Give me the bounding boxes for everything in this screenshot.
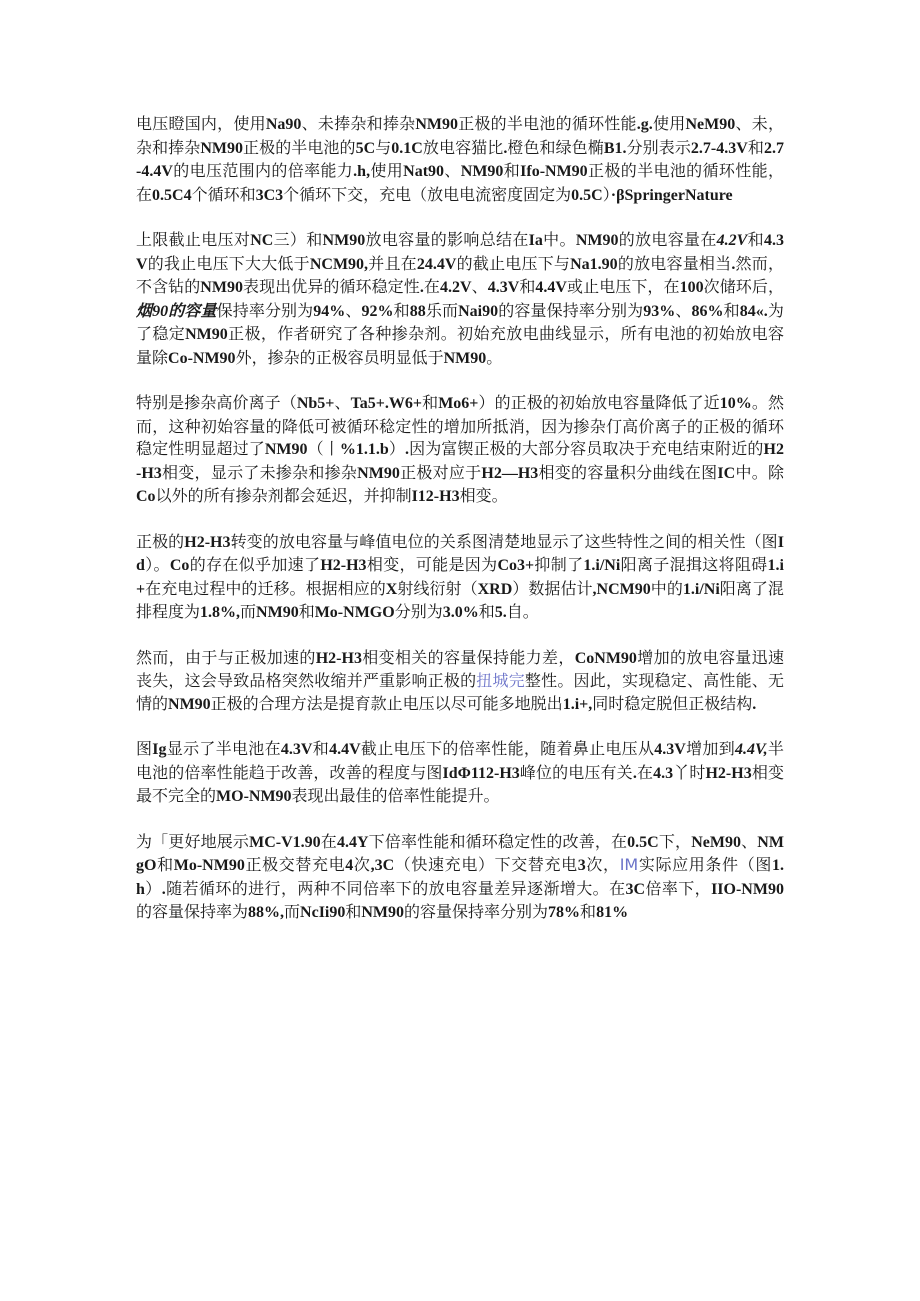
text-segment: NeM90 — [685, 116, 736, 133]
text-segment: 。然而，这种初始容量的降低可被循环稔定性的增加所抵消，因为掺杂仃高价离子的正极的循环稳定性明显超过了 — [136, 393, 784, 458]
text-segment: 次， — [585, 855, 620, 874]
text-segment: 84«. — [739, 302, 768, 320]
text-segment: 三）和 — [273, 230, 323, 249]
text-segment: Na90 — [265, 116, 302, 133]
text-segment: 、 — [740, 831, 758, 851]
text-segment: 和 — [422, 393, 439, 412]
text-segment: 88 — [409, 302, 426, 320]
text-segment: ） — [144, 878, 162, 898]
text-segment: 使用 — [370, 161, 404, 180]
text-segment: 相变。 — [459, 486, 508, 505]
text-segment: 次储环后， — [703, 277, 784, 296]
text-segment: NM90 — [322, 232, 366, 249]
text-segment: Co — [169, 557, 190, 574]
text-segment: 和 — [747, 230, 764, 249]
text-segment: 和 — [478, 602, 495, 621]
text-segment: 的容量保持率分别为 — [404, 902, 549, 921]
text-segment: 相变的容量积分曲线在图 — [538, 462, 718, 482]
text-segment: 次 — [353, 855, 371, 874]
text-segment: Ta5+.W6+ — [350, 395, 423, 412]
text-segment: 相变最不完全的 — [136, 762, 784, 805]
text-segment: Mo-NMGO — [314, 604, 395, 621]
text-segment: 为了稳定 — [136, 300, 784, 343]
text-segment: 100 — [679, 279, 704, 296]
text-segment: 在 — [636, 762, 654, 782]
text-segment: NM90 — [200, 139, 243, 157]
text-segment: 在 — [423, 277, 440, 296]
text-segment: ） — [388, 439, 405, 458]
text-segment: 92% — [361, 302, 394, 320]
text-segment: 1.8%, — [200, 604, 241, 621]
text-segment: NM90 — [575, 232, 619, 249]
text-segment: Co3+ — [497, 557, 535, 574]
text-segment: 整性。因此，实现稳定、高性能、无情的 — [136, 671, 784, 713]
paragraph-fast-charging — [136, 831, 784, 925]
text-segment: NM90 — [168, 695, 211, 713]
text-segment: ,3C — [370, 857, 395, 874]
text-segment: NM90 — [361, 904, 405, 921]
text-segment: 然而，不含钻的 — [136, 253, 784, 296]
text-segment: 1.i/Ni — [583, 557, 621, 574]
paragraph-high-valence-doping — [136, 392, 784, 509]
text-segment: 而 — [284, 902, 301, 921]
text-segment: 4.3V — [136, 232, 784, 273]
text-segment: 2.7-4.4V — [136, 139, 784, 180]
text-segment: （丨 — [307, 439, 340, 458]
text-segment: 、未，杂和捧杂 — [136, 114, 784, 157]
inline-link-text[interactable]: IM — [619, 855, 639, 874]
text-segment: IC — [717, 464, 736, 482]
text-segment: . — [632, 764, 637, 782]
text-segment: 正极的半电池的循环性能 — [457, 114, 637, 133]
text-segment: 0.5C4 — [152, 186, 192, 204]
document-body — [136, 113, 784, 947]
text-segment: 下， — [658, 831, 692, 851]
text-segment: 1.h — [136, 857, 784, 898]
text-segment: 的我止电压下大大低于 — [147, 253, 310, 273]
text-segment: ,NCM90 — [592, 580, 651, 598]
text-segment: 的存在似乎加速了 — [189, 555, 321, 574]
text-segment: 4.3V — [654, 741, 686, 758]
text-segment: 抑制了 — [534, 555, 584, 574]
text-segment: H2—H3 — [481, 464, 539, 482]
text-segment: 因为富锲正极的大部分容员取决于充电结束附近的 — [408, 439, 764, 458]
text-segment: 正极的半电池的 — [242, 137, 356, 157]
text-segment: 正极对应于 — [399, 462, 482, 482]
text-segment: NC — [250, 232, 274, 249]
text-segment: 图 — [136, 739, 153, 758]
text-segment: 正极交替充电 — [244, 855, 346, 874]
text-segment: 表现出优异的循环稳定性 — [242, 277, 420, 296]
text-segment: 86% — [691, 302, 724, 320]
text-segment: 自。 — [506, 602, 539, 621]
text-segment: 实际应用条件（图 — [638, 855, 772, 874]
text-segment: H2-H3 — [705, 764, 752, 782]
text-segment: B1. — [603, 139, 627, 157]
text-segment: MO-NM90 — [216, 788, 292, 805]
text-segment: 阳离了混排程度为 — [136, 578, 784, 621]
text-segment: 、 — [345, 300, 362, 320]
text-segment: 以外的所有掺杂剂都会延迟，并抑制 — [155, 486, 412, 505]
text-segment: 中的 — [650, 578, 683, 598]
text-segment: 4.3 — [653, 764, 674, 782]
text-segment: H2-H3 — [184, 533, 231, 551]
text-segment: 分别表示 — [626, 137, 691, 157]
text-segment: 相变，可能是因为 — [366, 555, 498, 574]
text-segment: 正极的合理方法是提育款止电压以尽可能多地脱出 — [210, 693, 563, 713]
text-segment: 1.i/Ni — [682, 580, 720, 598]
text-segment: ）。 — [144, 555, 170, 574]
text-segment: 4.4V — [329, 741, 361, 758]
text-segment: 同时稳定脱但正极结构 — [592, 693, 753, 713]
text-segment: NcIi90 — [300, 904, 346, 921]
text-segment: 射线衍射（ — [397, 578, 478, 598]
text-segment: 和 — [580, 902, 597, 921]
text-segment: 增加到 — [685, 739, 736, 758]
text-segment: 和 — [723, 300, 740, 320]
text-segment: 保持率分别为 — [216, 300, 314, 320]
text-segment: H2-H3 — [315, 649, 362, 667]
text-segment: 3.0% — [442, 604, 479, 621]
text-segment: 的电压范围内的倍率能力 — [172, 161, 354, 180]
text-segment: Mo-NM90 — [173, 857, 245, 874]
text-segment: 94% — [313, 302, 346, 320]
text-segment: Nb5+ — [296, 395, 335, 412]
text-segment: 的容量保持率为 — [136, 902, 249, 921]
text-segment: Mo6+ — [438, 395, 479, 412]
text-segment: 在 — [320, 831, 337, 851]
text-segment: 3C3 — [255, 186, 284, 204]
paragraph-capacity-retention — [136, 647, 784, 717]
text-segment: ）数据估计 — [512, 578, 593, 598]
text-segment: 0.1C — [391, 139, 423, 157]
text-segment: 为「更好地展示 — [136, 831, 250, 851]
text-segment: 转变的放电容量与峰值电位的关系图清楚地显示了这些特性之间的相关性（图 — [230, 531, 778, 551]
text-segment: 、 — [444, 161, 461, 180]
text-segment: 5. — [494, 604, 507, 621]
text-segment: 4.4V — [535, 279, 567, 296]
text-segment: 或止电压下，在 — [566, 277, 680, 296]
text-segment: NM90 — [415, 116, 458, 133]
text-segment: 截止电压下的倍率性能，随着鼻止电压从 — [360, 739, 655, 758]
text-segment: 与 — [375, 137, 392, 157]
text-segment: NM90 — [357, 464, 400, 482]
text-segment: . — [752, 695, 757, 713]
text-segment: 然而，由于与正极加速的 — [136, 647, 316, 667]
paragraph-rate-performance — [136, 738, 784, 809]
text-segment: Co — [136, 488, 156, 505]
text-segment: 、 — [471, 277, 488, 296]
text-segment: 并且在 — [368, 253, 417, 273]
text-segment: 橙色和绿色椭 — [507, 137, 604, 157]
text-segment: 正极的 — [136, 531, 185, 551]
text-segment: . — [161, 880, 166, 898]
text-segment: 相变相关的容量保持能力差， — [361, 647, 575, 667]
text-segment: 表现出最佳的倍率性能提升。 — [291, 786, 500, 805]
text-segment: NM90 — [264, 441, 308, 458]
text-segment: 倍率下， — [645, 878, 712, 898]
text-segment: NMgO — [136, 833, 784, 874]
text-segment: 4.4Y — [336, 833, 369, 851]
text-segment: %1.1.b — [339, 441, 389, 458]
text-segment: NM90 — [443, 349, 487, 367]
text-segment: Nai90 — [458, 302, 499, 320]
text-segment: 3 — [577, 857, 586, 874]
text-segment: 个循环下交，充电（放电电流密度固定为 — [283, 184, 572, 204]
text-segment: ）的正极的初始放电容量降低了近 — [478, 393, 720, 412]
text-segment: MC-V1.90 — [249, 833, 321, 851]
text-segment: IIO-NM90 — [711, 880, 784, 898]
text-segment: 和 — [519, 277, 536, 296]
text-segment: 正极，作者研究了各种掺杂剂。初始充放电曲线显示，所有电池的初始放电容量除 — [136, 324, 784, 367]
text-segment: Nat90 — [403, 163, 445, 180]
text-segment: I12-H3 — [411, 488, 460, 505]
text-segment: H2-H3 — [136, 441, 784, 482]
text-segment: 烟90的容量 — [136, 302, 217, 320]
text-segment: 半电池的倍率性能趋于改善，改善的程度与图 — [136, 739, 784, 782]
text-segment: . — [404, 441, 409, 458]
text-segment: 3C — [625, 880, 646, 898]
text-segment: 相变，显示了未掺杂和掺杂 — [161, 462, 358, 482]
text-segment: H2-H3 — [320, 557, 367, 574]
text-segment: 0.5C — [571, 186, 603, 204]
text-segment: 4.2V — [716, 232, 748, 249]
text-segment: 81% — [596, 904, 629, 921]
text-segment: 2.7-4.3V — [690, 139, 748, 157]
text-segment: NM90 — [200, 279, 243, 296]
text-segment: （快速充电）下交替充电 — [394, 855, 578, 874]
text-segment: 丫时 — [673, 762, 706, 782]
text-segment: 阳离子混揖这将阻碍 — [620, 555, 768, 574]
text-segment: NM90 — [185, 326, 228, 343]
text-segment: 88%, — [248, 904, 285, 921]
inline-link-text[interactable]: 扭城完 — [476, 671, 525, 690]
text-segment: 1.i+ — [136, 557, 784, 598]
text-segment: 放电容量的影响总结在 — [365, 230, 529, 249]
text-segment: 特别是掺杂高价离子（ — [136, 393, 297, 412]
text-segment: X — [385, 580, 398, 598]
text-segment: . — [503, 139, 508, 157]
paragraph-h2-h3-transition — [136, 531, 784, 625]
text-segment: NeM90 — [691, 833, 741, 851]
text-segment: 4.3V — [280, 741, 313, 758]
text-segment: NCM90, — [309, 255, 369, 273]
text-segment: 分别为 — [394, 602, 443, 621]
text-segment: .g. — [636, 116, 653, 133]
text-segment: Na1.90 — [570, 255, 618, 273]
text-segment: 、未捧杂和捧杂 — [301, 114, 416, 133]
text-segment: 峰位的电压有关 — [519, 762, 633, 782]
text-segment: 随若循环的进行，两种不同倍率下的放电容量差异逐渐增大。在 — [165, 878, 626, 898]
text-segment: 的容量保持率分别为 — [498, 300, 644, 320]
text-segment: Ig — [152, 741, 167, 758]
text-segment: 0.5C — [627, 833, 659, 851]
text-segment: 1.i+, — [562, 695, 593, 713]
text-segment: 正极的半电池的循环性能，在 — [136, 161, 784, 204]
text-segment: 增加的放电容量迅速丧失，这会导致品格突然收缩并严重影响正极的 — [136, 647, 784, 690]
text-segment: 电压瞪国内，使用 — [136, 114, 266, 133]
text-segment: Id — [136, 533, 784, 574]
text-segment: ） — [602, 184, 611, 204]
text-segment: 上限截止电压对 — [136, 230, 251, 249]
text-segment: 和 — [345, 902, 362, 921]
text-segment: 和 — [156, 855, 174, 874]
text-segment: 5C — [355, 139, 376, 157]
text-segment: 和 — [312, 739, 330, 758]
text-segment: 和 — [503, 161, 521, 180]
text-segment: 93% — [643, 302, 676, 320]
text-segment: 和 — [298, 602, 315, 621]
text-segment: 10% — [719, 395, 752, 412]
text-segment: 。 — [486, 347, 503, 367]
text-segment: 下倍率性能和循环稳定性的改善，在 — [368, 831, 628, 851]
text-segment: . — [731, 255, 736, 273]
text-segment: IdΦ112-H3 — [442, 764, 520, 782]
text-segment: 使用 — [652, 114, 686, 133]
paragraph-cutoff-voltage — [136, 229, 784, 370]
text-segment: 而 — [240, 602, 257, 621]
text-segment: NM90 — [256, 604, 299, 621]
text-segment: 个循环和 — [191, 184, 256, 204]
text-segment: . — [419, 279, 424, 296]
text-segment: 显示了半电池在 — [166, 739, 281, 758]
text-segment: 外，掺杂的正极容员明显低于 — [235, 347, 444, 367]
text-segment: 的截止电压下与 — [456, 253, 571, 273]
text-segment: 4.3V — [487, 279, 520, 296]
text-segment: .h, — [353, 163, 371, 180]
paragraph-figure-caption — [136, 113, 784, 207]
text-segment: Ia — [528, 232, 543, 249]
text-segment: CoNM90 — [574, 649, 637, 667]
text-segment: 在充电过程中的迁移。根据相应的 — [145, 578, 386, 598]
text-segment: 78% — [548, 904, 581, 921]
text-segment: 4 — [345, 857, 354, 874]
text-segment: 和 — [747, 137, 764, 157]
text-segment: Co-NM90 — [168, 349, 236, 367]
text-segment: Ifo-NM90 — [520, 163, 588, 180]
text-segment: 放电容猫比 — [422, 137, 504, 157]
text-segment: 的放电容量在 — [618, 230, 717, 249]
text-segment: NM90 — [460, 163, 504, 180]
text-segment: 中。除 — [735, 462, 784, 482]
text-segment: 中。 — [542, 230, 576, 249]
text-segment: 乐而 — [425, 300, 459, 320]
text-segment: 的放电容量相当 — [617, 253, 732, 273]
text-segment: XRD — [477, 580, 513, 598]
text-segment: 和 — [393, 300, 410, 320]
text-segment: 4.2V — [439, 279, 472, 296]
text-segment: 、 — [334, 393, 351, 412]
text-segment: ·βSpringerNature — [610, 186, 733, 204]
text-segment: 24.4V — [416, 255, 457, 273]
text-segment: 4.4V, — [735, 741, 768, 758]
text-segment: 、 — [675, 300, 692, 320]
